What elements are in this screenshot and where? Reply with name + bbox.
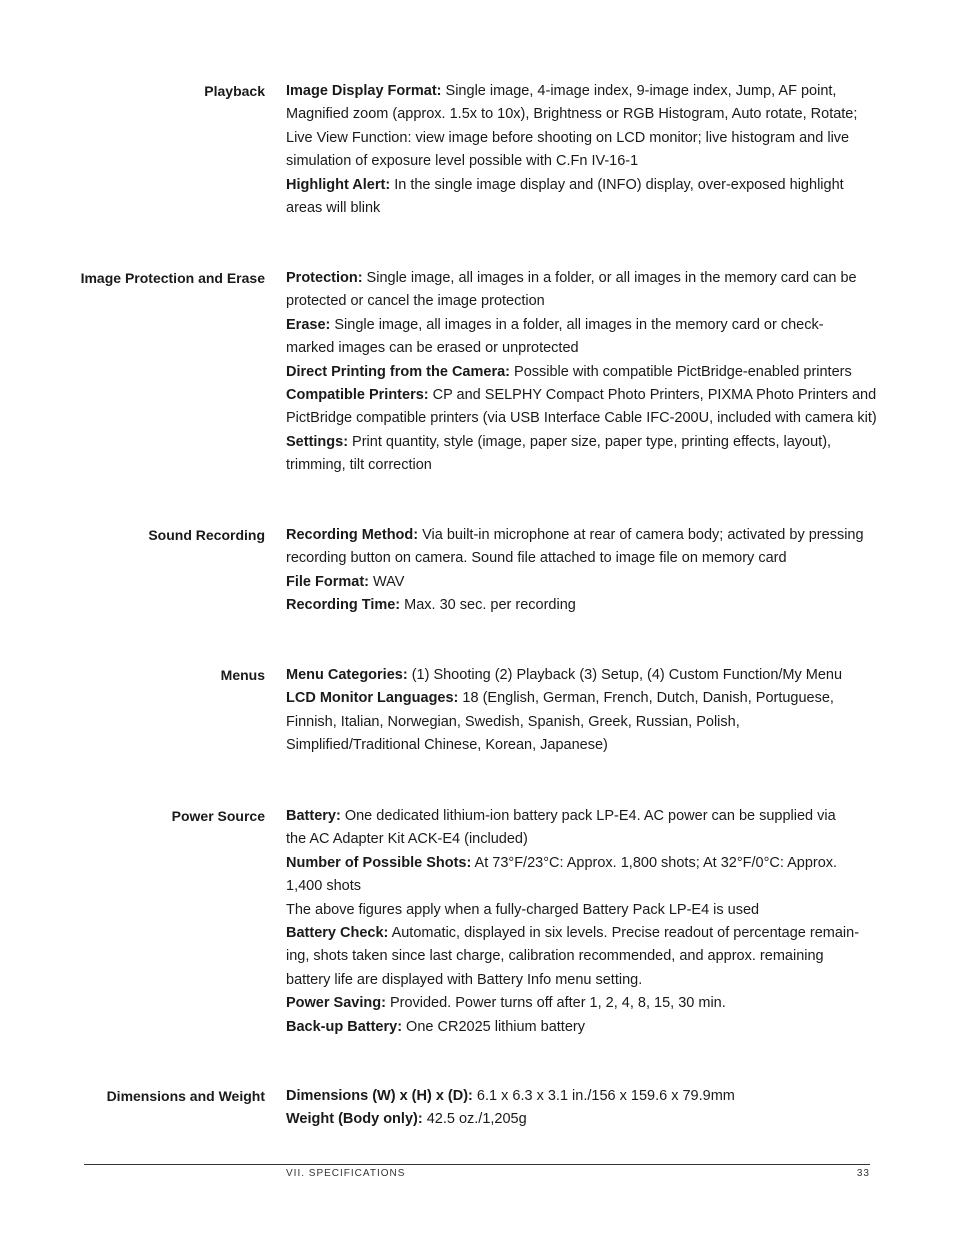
spec-value: Via built-in microphone at rear of camera body; activated by pressing <box>418 527 864 543</box>
spec-value: trimming, tilt correction <box>286 457 432 474</box>
section-label: Image Protection and Erase <box>80 270 265 286</box>
section-label: Sound Recording <box>148 527 265 543</box>
spec-line <box>286 875 874 898</box>
spec-line <box>286 828 874 851</box>
spec-value: Live View Function: view image before shooting on LCD monitor; live histogram and live <box>286 129 850 146</box>
spec-value: WAV <box>368 573 405 590</box>
spec-term: File Format: <box>286 573 369 590</box>
spec-value: CP and SELPHY Compact Photo Printers, PIXMA Photo Printers and <box>428 386 877 403</box>
section-content <box>286 267 877 478</box>
spec-value: ing, shots taken since last charge, calibration recommended, and approx. remaining <box>286 948 824 965</box>
spec-value: Print quantity, style (image, paper size, paper type, printing effects, layout), <box>348 433 832 450</box>
spec-line <box>286 1108 874 1131</box>
section-label: Menus <box>220 667 265 683</box>
spec-line <box>286 407 877 430</box>
spec-term: Direct Printing from the Camera: <box>286 363 510 380</box>
section-content <box>286 1085 874 1132</box>
spec-term: Number of Possible Shots: <box>286 854 472 871</box>
section-content <box>286 524 874 618</box>
spec-line <box>286 524 874 547</box>
spec-term: Recording Time: <box>286 597 401 614</box>
section-content <box>286 664 874 758</box>
spec-line <box>286 969 874 992</box>
section-content <box>286 80 874 220</box>
spec-term: Dimensions (W) x (H) x (D): <box>286 1088 473 1104</box>
section-label: Playback <box>204 83 265 99</box>
spec-term: Battery Check: <box>286 924 389 941</box>
spec-value: Finnish, Italian, Norwegian, Swedish, Spanish, Greek, Russian, Polish, <box>286 713 740 730</box>
spec-value: At 73°F/23°C: Approx. 1,800 shots; At 32°F/0°C: Approx. <box>471 854 838 871</box>
spec-line <box>286 150 874 173</box>
spec-line <box>286 852 874 875</box>
spec-value: PictBridge compatible printers (via USB Interface Cable IFC-200U, included with camera kit) <box>286 410 877 427</box>
spec-term: Compatible Printers: <box>286 386 429 403</box>
spec-value: battery life are displayed with Battery Info menu setting. <box>286 971 643 988</box>
spec-term: Settings: <box>286 433 349 450</box>
spec-line <box>286 922 874 945</box>
footer-divider <box>84 1164 870 1165</box>
spec-line <box>286 290 874 313</box>
spec-value: 6.1 x 6.3 x 3.1 in./156 x 159.6 x 79.9mm <box>472 1088 735 1104</box>
spec-line <box>286 337 874 360</box>
spec-term: Weight (Body only): <box>286 1111 423 1128</box>
spec-value: protected or cancel the image protection <box>286 293 545 310</box>
spec-value: Automatic, displayed in six levels. Precise readout of percentage remain- <box>388 924 860 941</box>
spec-value: 1,400 shots <box>286 878 361 895</box>
spec-line <box>286 664 874 687</box>
section-label: Power Source <box>171 808 265 824</box>
spec-value: 42.5 oz./1,205g <box>422 1111 527 1128</box>
spec-term: Highlight Alert: <box>286 176 391 193</box>
spec-term: Protection: <box>286 270 363 286</box>
spec-value: One CR2025 lithium battery <box>402 1018 585 1035</box>
spec-value: recording button on camera. Sound file attached to image file on memory card <box>286 550 787 567</box>
spec-term: Image Display Format: <box>286 83 442 99</box>
spec-value: the AC Adapter Kit ACK-E4 (included) <box>286 831 528 848</box>
spec-value: Single image, all images in a folder, all images in the memory card or check- <box>330 316 824 333</box>
spec-term: Back-up Battery: <box>286 1018 403 1035</box>
spec-term: Power Saving: <box>286 995 386 1012</box>
spec-value: 18 (English, German, French, Dutch, Danish, Portuguese, <box>458 690 834 707</box>
spec-line <box>286 734 874 757</box>
spec-line <box>286 174 874 197</box>
spec-value: The above figures apply when a fully-charged Battery Pack LP-E4 is used <box>286 901 760 918</box>
spec-value: Single image, 4-image index, 9-image index, Jump, AF point, <box>441 83 837 99</box>
spec-line <box>286 80 874 103</box>
spec-term: Erase: <box>286 316 331 333</box>
spec-value: Provided. Power turns off after 1, 2, 4, 8, 15, 30 min. <box>385 995 726 1012</box>
spec-value: Max. 30 sec. per recording <box>400 597 576 614</box>
spec-value: Possible with compatible PictBridge-enabled printers <box>510 363 852 380</box>
spec-line <box>286 361 874 384</box>
spec-line <box>286 571 874 594</box>
spec-line <box>286 1085 874 1108</box>
spec-line <box>286 431 874 454</box>
spec-line <box>286 805 874 828</box>
section-label: Dimensions and Weight <box>106 1088 265 1104</box>
spec-line <box>286 945 874 968</box>
spec-line <box>286 454 874 477</box>
spec-line <box>286 594 874 617</box>
spec-value: areas will blink <box>286 199 381 216</box>
spec-value: marked images can be erased or unprotected <box>286 340 579 357</box>
spec-line <box>286 1016 874 1039</box>
spec-term: Recording Method: <box>286 527 419 543</box>
spec-term: Menu Categories: <box>286 667 408 683</box>
spec-value: simulation of exposure level possible with C.Fn IV-16-1 <box>286 153 639 170</box>
spec-term: LCD Monitor Languages: <box>286 690 459 707</box>
spec-line <box>286 127 874 150</box>
spec-term: Battery: <box>286 808 341 824</box>
spec-value: In the single image display and (INFO) display, over-exposed highlight <box>390 176 844 193</box>
spec-value: One dedicated lithium-ion battery pack LP-E4. AC power can be supplied via <box>340 808 836 824</box>
spec-value: Magnified zoom (approx. 1.5x to 10x), Brightness or RGB Histogram, Auto rotate, Rotate; <box>286 106 858 123</box>
spec-value: Simplified/Traditional Chinese, Korean, Japanese) <box>286 737 608 754</box>
spec-value: (1) Shooting (2) Playback (3) Setup, (4) Custom Function/My Menu <box>407 667 843 683</box>
spec-line <box>286 197 874 220</box>
spec-line <box>286 687 874 710</box>
spec-line <box>286 314 874 337</box>
spec-line <box>286 992 874 1015</box>
spec-line <box>286 711 874 734</box>
spec-line <box>286 384 877 407</box>
spec-line <box>286 267 874 290</box>
footer-page-number: 33 <box>856 1168 870 1179</box>
spec-line <box>286 103 874 126</box>
section-content <box>286 805 874 1039</box>
spec-line <box>286 547 874 570</box>
spec-value: Single image, all images in a folder, or all images in the memory card can be <box>362 270 857 286</box>
spec-line <box>286 899 874 922</box>
footer-section-title: VII. SPECIFICATIONS <box>286 1168 406 1179</box>
